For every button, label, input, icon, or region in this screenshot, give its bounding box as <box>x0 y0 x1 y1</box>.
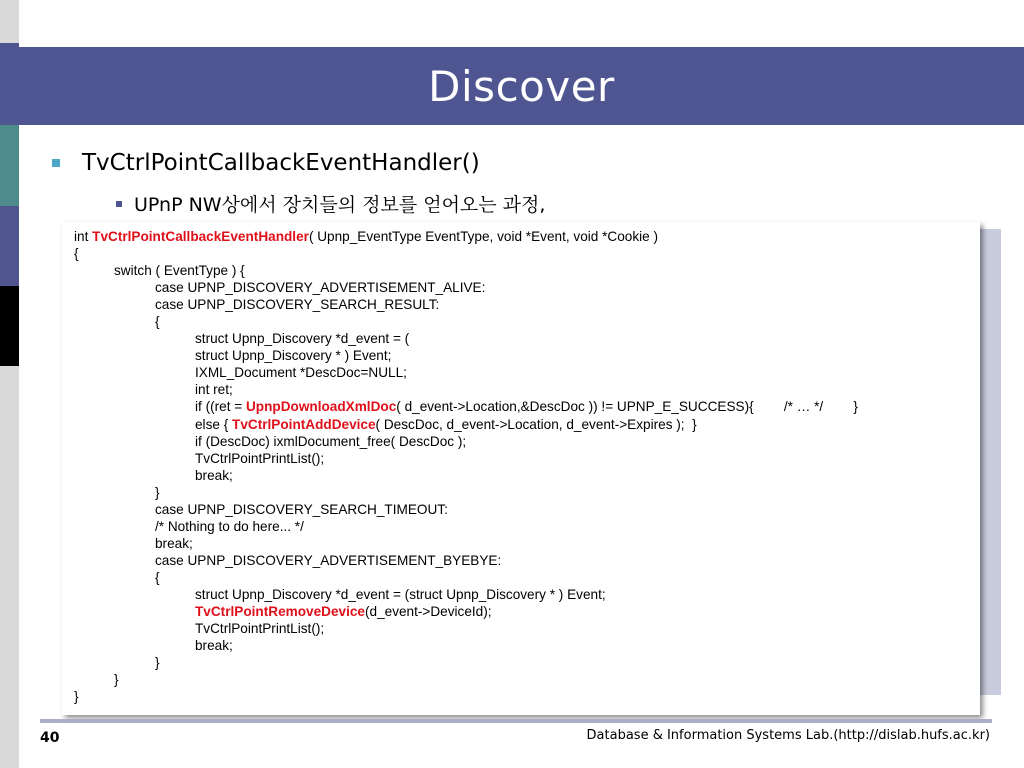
bullet-2-text: UPnP NW상에서 장치들의 정보를 얻어오는 과정, <box>134 194 546 216</box>
bullet-1-text: TvCtrlPointCallbackEventHandler() <box>82 150 480 176</box>
code-line: case UPNP_DISCOVERY_SEARCH_TIMEOUT: <box>155 501 448 517</box>
code-line: /* Nothing to do here... */ <box>155 518 304 534</box>
function-name: UpnpDownloadXmlDoc <box>245 399 397 415</box>
code-line: case UPNP_DISCOVERY_ADVERTISEMENT_ALIVE: <box>155 280 486 296</box>
code-line: } <box>155 484 160 500</box>
code-text: if ((ret = <box>195 399 246 415</box>
function-name: TvCtrlPointAddDevice <box>232 416 376 432</box>
code-line: TvCtrlPointPrintList(); <box>195 450 325 466</box>
page-number: 40 <box>40 730 60 746</box>
code-line: TvCtrlPointPrintList(); <box>195 621 325 637</box>
code-line: int ret; <box>195 382 233 398</box>
left-strip-4 <box>0 206 19 286</box>
small-square-bullet-icon <box>116 201 122 207</box>
code-line: { <box>155 314 160 330</box>
code-line: switch ( EventType ) { <box>114 263 245 279</box>
code-text: (d_event->DeviceId); <box>364 604 492 620</box>
code-line <box>74 416 980 433</box>
left-strip-3 <box>0 125 19 206</box>
slide-title: Discover <box>428 61 615 111</box>
code-line: if (DescDoc) ixmlDocument_free( DescDoc ); <box>195 433 467 449</box>
code-line: case UPNP_DISCOVERY_ADVERTISEMENT_BYEBYE: <box>155 552 502 568</box>
bullet-level-1 <box>52 150 480 176</box>
left-strip-5 <box>0 286 19 366</box>
function-name: TvCtrlPointRemoveDevice <box>195 604 365 620</box>
left-strip-2 <box>0 43 19 125</box>
code-line: IXML_Document *DescDoc=NULL; <box>195 365 407 381</box>
code-line: { <box>74 246 79 262</box>
code-text: ( Upnp_EventType EventType, void *Event, void *Cookie ) <box>308 229 659 244</box>
code-line: struct Upnp_Discovery * ) Event; <box>195 348 392 364</box>
code-line: struct Upnp_Discovery *d_event = ( <box>195 331 410 347</box>
title-bar <box>19 45 1024 125</box>
code-text: int <box>74 229 93 244</box>
function-name: TvCtrlPointCallbackEventHandler <box>92 229 309 244</box>
left-strip-1 <box>0 0 19 43</box>
code-line <box>74 398 980 415</box>
left-strip-6 <box>0 366 19 768</box>
code-line: break; <box>195 638 233 654</box>
code-line <box>74 228 980 245</box>
footer-divider <box>40 719 992 723</box>
code-line: { <box>155 569 160 585</box>
code-line: } <box>114 672 119 688</box>
code-text: ( DescDoc, d_event->Location, d_event->Expires ); } <box>375 416 697 432</box>
code-block <box>62 222 980 715</box>
code-line: } <box>74 689 79 705</box>
footer-credit: Database & Information Systems Lab.(http://dislab.hufs.ac.kr) <box>586 728 990 743</box>
code-line <box>74 603 980 620</box>
square-bullet-icon <box>52 159 60 167</box>
bullet-level-2 <box>116 190 545 217</box>
code-line: case UPNP_DISCOVERY_SEARCH_RESULT: <box>155 297 440 313</box>
code-line: break; <box>155 535 193 551</box>
code-text: else { <box>195 416 233 432</box>
code-text: ( d_event->Location,&DescDoc )) != UPNP_E_SUCCESS){ /* … */ } <box>396 399 858 415</box>
code-line: break; <box>195 467 233 483</box>
code-line: } <box>155 655 160 671</box>
code-line: struct Upnp_Discovery *d_event = (struct Upnp_Discovery * ) Event; <box>195 586 606 602</box>
